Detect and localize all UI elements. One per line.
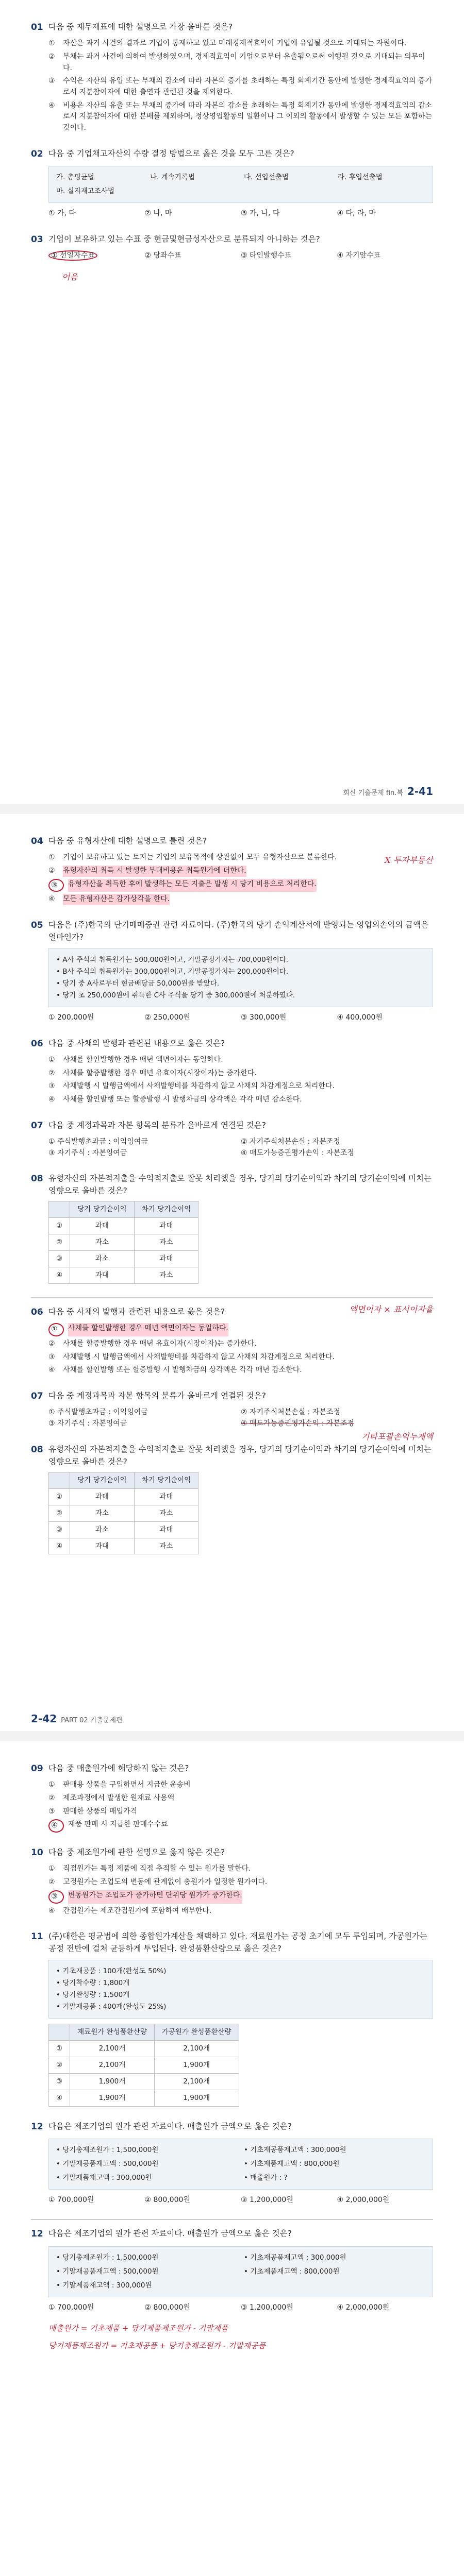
box-item: • 기말제품재고액 : 300,000원 <box>56 2281 152 2290</box>
table-header: 차기 당기순이익 <box>134 1472 198 1488</box>
answer-choices <box>48 1407 433 1429</box>
question-number: 12 <box>31 2229 43 2240</box>
table-cell: 과소 <box>70 1521 135 1538</box>
table-cell: ② <box>49 1505 70 1521</box>
section-divider <box>31 1297 433 1298</box>
box-item: • 기초제품재고액 : 800,000원 <box>244 2159 340 2168</box>
table-cell: 과소 <box>134 1505 198 1521</box>
option[interactable] <box>48 1793 433 1804</box>
choice[interactable]: ③ 1,200,000원 <box>241 2303 293 2312</box>
option-text: 기업이 보유하고 있는 토지는 기업의 보유목적에 상관없이 모두 유형자산으로 분류한다. <box>63 853 337 862</box>
table-cell: ① <box>49 2040 70 2057</box>
table-cell: ① <box>49 1218 70 1234</box>
table-cell: 과대 <box>70 1218 135 1234</box>
option-text: 사채발행 시 발행금액에서 사채발행비를 차감하지 않고 사채의 차감계정으로 처리한다. <box>63 1082 335 1091</box>
question-07 <box>31 1119 433 1159</box>
question-10 <box>31 1846 433 1917</box>
table-header: 당기 당기순이익 <box>70 1472 135 1488</box>
table-cell: 1,900개 <box>154 2090 239 2106</box>
option-text: 유형자산의 취득 시 발생한 부대비용은 취득원가에 더한다. <box>63 866 246 877</box>
option-number: ③ <box>48 1082 55 1091</box>
option-text: 사채를 할증발행한 경우 매년 유효이자(시장이자)는 증가한다. <box>63 1340 257 1348</box>
option[interactable] <box>48 1323 433 1336</box>
question-text: 다음 중 재무제표에 대한 설명으로 가장 올바른 것은? <box>48 22 233 31</box>
option[interactable] <box>48 1890 433 1904</box>
choice[interactable]: ① 700,000원 <box>48 2303 94 2312</box>
choice[interactable]: ③ 300,000원 <box>241 1013 287 1022</box>
table-cell: 과대 <box>134 1218 198 1234</box>
question-text: (주)대한은 평균법에 의한 종합원가계산을 채택하고 있다. 재료원가는 공정 초기에 모두 투입되며, 가공원가는 공정 전반에 걸쳐 균등하게 투입된다. 완성품환산량으로 옳은 것은? <box>48 1931 427 1954</box>
option-text: 판매한 상품의 매입가격 <box>63 1807 138 1816</box>
table-row[interactable] <box>49 1234 198 1251</box>
table-cell: 과소 <box>70 1234 135 1251</box>
question-06-annotated <box>31 1306 433 1376</box>
option-text: 제조과정에서 발생한 원재료 사용액 <box>63 1794 175 1803</box>
table-row[interactable] <box>49 2090 239 2106</box>
question-number: 07 <box>31 1120 43 1131</box>
page-footer <box>31 1713 123 1725</box>
answer-table <box>48 2024 239 2107</box>
table-cell: 1,900개 <box>70 2073 155 2090</box>
question-number: 01 <box>31 22 43 32</box>
circled-answer: ① 선일자수표 <box>48 250 97 261</box>
question-text: 다음 중 사채의 발행과 관련된 내용으로 옳은 것은? <box>48 1038 225 1048</box>
question-box <box>48 2139 433 2190</box>
option[interactable] <box>48 52 433 74</box>
page-footer <box>343 785 433 798</box>
answer-table <box>48 1201 198 1284</box>
option-number: ① <box>48 39 55 48</box>
box-item: • 당기착수량 : 1,800개 <box>56 1979 130 1988</box>
table-cell: 과소 <box>134 1267 198 1284</box>
choice[interactable]: ③ 타인발행수표 <box>241 251 292 260</box>
option-text: 직접원가는 특정 제품에 직접 추적할 수 있는 원가를 말한다. <box>63 1865 251 1873</box>
handwritten-note: 액면이자 × 표시이자율 <box>349 1304 433 1315</box>
table-cell: ④ <box>49 2090 70 2106</box>
box-item: • A사 주식의 취득원가는 500,000원이고, 기말공정가치는 700,000원이다. <box>56 956 289 964</box>
handwritten-note: X 투자부동산 <box>385 855 433 865</box>
question-text: 유형자산의 자본적지출을 수익적지출로 잘못 처리했을 경우, 당기의 당기순이익과 차기의 당기순이익에 미치는 영향으로 올바른 것은? <box>48 1444 432 1466</box>
question-number: 04 <box>31 836 43 846</box>
option[interactable] <box>48 1780 433 1791</box>
option-text: 간접원가는 제조간접원가에 포함하여 배부한다. <box>63 1906 212 1915</box>
table-header: 재료원가 완성품환산량 <box>70 2024 155 2040</box>
question-text: 기업이 보유하고 있는 수표 중 현금및현금성자산으로 분류되지 아니하는 것은? <box>48 234 320 244</box>
question-number: 06 <box>31 1038 43 1049</box>
option-number: ② <box>48 867 55 875</box>
option-number: ③ <box>48 1890 64 1904</box>
choice[interactable]: ② 800,000원 <box>144 2303 190 2312</box>
table-cell: 2,100개 <box>70 2040 155 2057</box>
table-cell: 과대 <box>70 1488 135 1505</box>
table-cell: 과대 <box>70 1538 135 1554</box>
question-text: 다음은 제조기업의 원가 관련 자료이다. 매출원가 금액으로 옳은 것은? <box>48 2121 292 2131</box>
choice[interactable]: ② 자기주식처분손실 : 자본조정 <box>241 1138 340 1146</box>
choice[interactable]: ① 주식발행초과금 : 이익잉여금 <box>48 1408 148 1417</box>
question-text: 다음 중 기업채고자산의 수량 결정 방법으로 옳은 것을 모두 고른 것은? <box>48 148 294 158</box>
question-07-annotated <box>31 1389 433 1442</box>
box-item: • 당기완성량 : 1,500개 <box>56 1991 130 1999</box>
table-header <box>49 2024 70 2040</box>
question-number: 03 <box>31 234 43 245</box>
question-text: 다음 중 계정과목과 자본 항목의 분류가 올바르게 연결된 것은? <box>48 1391 266 1401</box>
table-header: 가공원가 완성품환산량 <box>154 2024 239 2040</box>
table-row[interactable] <box>49 2057 239 2073</box>
choice[interactable]: ① 주식발행초과금 : 이익잉여금 <box>48 1138 148 1146</box>
option[interactable] <box>48 1863 433 1875</box>
question-number: 02 <box>31 148 43 159</box>
option[interactable] <box>48 1806 433 1818</box>
question-box <box>48 948 433 1007</box>
question-number: 09 <box>31 1764 43 1774</box>
choice[interactable]: ③ 자기주식 : 자본잉여금 <box>48 1148 127 1157</box>
answer-choices <box>48 208 433 219</box>
question-text: 다음 중 유형자산에 대한 설명으로 틀린 것은? <box>48 836 207 845</box>
choice[interactable]: ① 700,000원 <box>48 2195 94 2204</box>
question-01 <box>31 21 433 134</box>
option[interactable] <box>48 1338 433 1350</box>
table-cell: 과소 <box>70 1251 135 1267</box>
option-number: ② <box>48 1340 55 1348</box>
option-number: ② <box>48 1878 55 1887</box>
table-cell: 2,100개 <box>154 2073 239 2090</box>
option-text: 변동원가는 조업도가 증가하면 단위당 원가가 증가한다. <box>68 1890 242 1904</box>
option-number: ③ <box>48 77 55 86</box>
table-cell: 과대 <box>134 1251 198 1267</box>
choice[interactable]: ② 800,000원 <box>144 2195 190 2204</box>
table-cell: 과대 <box>134 1488 198 1505</box>
question-text: 다음 중 계정과목과 자본 항목의 분류가 올바르게 연결된 것은? <box>48 1120 266 1130</box>
option[interactable] <box>48 1094 433 1106</box>
question-12 <box>31 2120 433 2206</box>
option-text: 사채를 할증발행한 경우 매년 유효이자(시장이자)는 증가한다. <box>63 1069 257 1077</box>
question-09 <box>31 1762 433 1833</box>
option[interactable] <box>48 852 433 863</box>
option-number: ③ <box>48 1807 55 1816</box>
choice[interactable]: ② 나, 마 <box>144 209 172 218</box>
question-number: 12 <box>31 2121 43 2132</box>
question-text: 다음은 제조기업의 원가 관련 자료이다. 매출원가 금액으로 옳은 것은? <box>48 2229 292 2239</box>
table-cell: 과소 <box>134 1538 198 1554</box>
choice[interactable]: ④ 매도가능증권평가손익 : 자본조정 <box>241 1419 354 1428</box>
option-number: ④ <box>48 1095 55 1104</box>
box-item: • 기말재공품재고액 : 500,000원 <box>56 2267 159 2276</box>
question-08-annotated <box>31 1443 433 1555</box>
option-number: ② <box>48 1794 55 1803</box>
question-05 <box>31 919 433 1023</box>
table-row[interactable] <box>49 1505 198 1521</box>
option-number: ② <box>48 1069 55 1077</box>
question-03 <box>31 233 433 282</box>
option[interactable] <box>48 1055 433 1066</box>
answer-choices <box>48 250 433 262</box>
box-item: • 기초재공품재고액 : 300,000원 <box>244 2145 346 2154</box>
option[interactable] <box>48 1081 433 1092</box>
option[interactable] <box>48 1068 433 1079</box>
option[interactable] <box>48 76 433 98</box>
table-cell: ④ <box>49 1267 70 1284</box>
choice[interactable]: ④ 매도가능증권평가손익 : 자본조정 <box>241 1148 354 1157</box>
handwritten-note: 매출원가 = 기초제품 + 당기제품제조원가 - 기말제품 <box>48 2324 228 2333</box>
option-number: ① <box>48 1781 55 1789</box>
box-item: • 기초재공품 : 100개(완성도 50%) <box>56 1967 167 1976</box>
question-08 <box>31 1172 433 1284</box>
option-number: ① <box>48 1055 55 1064</box>
box-item: 마. 실지재고조사법 <box>56 187 114 196</box>
box-item: • 기말재공품 : 400개(완성도 25%) <box>56 2003 167 2011</box>
answer-choices <box>48 1012 433 1024</box>
page-3 <box>0 1741 464 2576</box>
box-item: • 당기총제조원가 : 1,500,000원 <box>56 2253 159 2262</box>
option-text: 사채를 할인발행한 경우 매년 액면이자는 동일하다. <box>68 1323 228 1336</box>
choice[interactable]: ① 가, 다 <box>48 209 76 218</box>
choice[interactable]: ④ 400,000원 <box>337 1013 383 1022</box>
table-row[interactable] <box>49 1251 198 1267</box>
table-row[interactable] <box>49 1267 198 1284</box>
section-divider <box>31 2219 433 2220</box>
question-06 <box>31 1037 433 1106</box>
handwritten-note: 당기제품제조원가 = 기초재공품 + 당기총제조원가 - 기말재공품 <box>48 2341 266 2350</box>
option-text: 사채발행 시 발행금액에서 사채발행비를 차감하지 않고 사채의 차감계정으로 처리한다. <box>63 1352 335 1361</box>
answer-choices <box>48 2195 433 2206</box>
table-cell: ③ <box>49 1521 70 1538</box>
question-text: 다음 중 사채의 발행과 관련된 내용으로 옳은 것은? <box>48 1307 225 1317</box>
option-text: 비용은 자산의 유출 또는 부채의 증가에 따라 자본의 감소를 초래하는 특정 회계기간 동안에 발생한 경제적효익의 감소로서 지분참여자에 대한 분배를 제외하며, 정상영업활동의 일환이나 그 이외의 활동에서 발생할 수 있는 모든 포함하는 것이다. <box>63 101 432 132</box>
option-text: 고정원가는 조업도의 변동에 관계없이 총원가가 일정한 원가이다. <box>63 1878 268 1887</box>
choice[interactable]: ③ 1,200,000원 <box>241 2195 293 2204</box>
question-number: 11 <box>31 1931 43 1942</box>
choice[interactable]: ③ 자기주식 : 자본잉여금 <box>48 1419 127 1428</box>
question-text: 다음 중 제조원가에 관한 설명으로 옳지 않은 것은? <box>48 1848 225 1857</box>
table-cell: 과소 <box>70 1505 135 1521</box>
box-item: • B사 주식의 취득원가는 300,000원이고, 기말공정가치는 200,000원이다. <box>56 968 289 976</box>
question-number: 05 <box>31 920 43 931</box>
table-header <box>49 1201 70 1218</box>
option[interactable] <box>48 1819 433 1833</box>
box-item: 나. 계속기록법 <box>150 173 195 182</box>
option-text: 사채를 할인발행한 경우 매년 액면이자는 동일하다. <box>63 1055 223 1064</box>
choice[interactable]: ④ 다, 라, 마 <box>337 209 376 218</box>
box-item: • 당기 초 250,000원에 취득한 C사 주식을 당기 중 300,000원에 처분하였다. <box>56 991 295 999</box>
option[interactable] <box>48 100 433 134</box>
option-number: ① <box>48 1323 64 1336</box>
box-item: 다. 선입선출법 <box>244 173 289 182</box>
table-cell: 과대 <box>70 1267 135 1284</box>
option[interactable] <box>48 879 433 892</box>
box-item: • 당기총제조원가 : 1,500,000원 <box>56 2145 159 2154</box>
question-text: 유형자산의 자본적지출을 수익적지출로 잘못 처리했을 경우, 당기의 당기순이익과 차기의 당기순이익에 미치는 영향으로 올바른 것은? <box>48 1174 432 1196</box>
table-row[interactable] <box>49 2073 239 2090</box>
question-box <box>48 1960 433 2019</box>
page-number: 2-41 <box>407 785 433 798</box>
table-cell: ③ <box>49 2073 70 2090</box>
option[interactable] <box>48 1365 433 1376</box>
option-number: ③ <box>48 1352 55 1361</box>
table-header: 당기 당기순이익 <box>70 1201 135 1218</box>
option-text: 모든 유형자산은 감가상각을 한다. <box>63 894 170 905</box>
box-item: • 기말재공품재고액 : 500,000원 <box>56 2159 159 2168</box>
question-text: 다음 중 매출원가에 해당하지 않는 것은? <box>48 1764 189 1773</box>
choice[interactable]: ② 당좌수표 <box>144 251 181 260</box>
table-cell: 과대 <box>134 1521 198 1538</box>
table-cell: 2,100개 <box>70 2057 155 2073</box>
choice[interactable]: ④ 자기앞수표 <box>337 251 381 260</box>
choice[interactable]: ④ 2,000,000원 <box>337 2195 390 2204</box>
option-number: ④ <box>48 101 55 110</box>
option-text: 수익은 자산의 유입 또는 부채의 감소에 따라 자본의 증가를 초래하는 특정 회계기간 동안에 발생한 경제적효익의 증가로서 지분참여자에 대한 출연과 관련된 것을 제외한다. <box>63 77 432 97</box>
option[interactable] <box>48 866 433 877</box>
box-item: 가. 총평균법 <box>56 173 94 182</box>
question-12-annotated <box>31 2227 433 2351</box>
question-number: 07 <box>31 1391 43 1402</box>
option-number: ④ <box>48 1366 55 1375</box>
choice[interactable]: ② 자기주식처분손실 : 자본조정 <box>241 1408 340 1417</box>
table-cell: 1,900개 <box>154 2057 239 2073</box>
table-row[interactable] <box>49 2040 239 2057</box>
table-cell: 과소 <box>134 1234 198 1251</box>
question-number: 08 <box>31 1174 43 1184</box>
question-11 <box>31 1930 433 2106</box>
box-item: • 기초재공품재고액 : 300,000원 <box>244 2253 346 2262</box>
question-04 <box>31 835 433 905</box>
box-item: 라. 후입선출법 <box>338 173 383 182</box>
option[interactable] <box>48 894 433 905</box>
table-header: 차기 당기순이익 <box>134 1201 198 1218</box>
choice[interactable] <box>48 250 145 262</box>
option-text: 사채를 할인발행 또는 할증발행 시 발행차금의 상각액은 각각 매년 감소한다. <box>63 1366 302 1375</box>
choice[interactable]: ③ 가, 나, 다 <box>241 209 280 218</box>
page-number: 2-42 <box>31 1713 57 1725</box>
table-cell: ④ <box>49 1538 70 1554</box>
table-row[interactable] <box>49 1218 198 1234</box>
table-cell: ② <box>49 2057 70 2073</box>
table-cell: 1,900개 <box>70 2090 155 2106</box>
table-cell: ③ <box>49 1251 70 1267</box>
option-number: ④ <box>48 1906 55 1915</box>
choice[interactable]: ① 200,000원 <box>48 1013 94 1022</box>
box-item: • 기말제품재고액 : 300,000원 <box>56 2173 152 2182</box>
option-text: 자산은 과거 사건의 결과로 기업이 통제하고 있고 미래경제적효익이 기업에 유입될 것으로 기대되는 자원이다. <box>63 39 407 48</box>
table-cell: ① <box>49 1488 70 1505</box>
box-item: • 매출원가 : ? <box>244 2173 288 2182</box>
question-number: 08 <box>31 1444 43 1455</box>
table-row[interactable] <box>49 1538 198 1554</box>
option[interactable] <box>48 1352 433 1363</box>
option-number: ① <box>48 1865 55 1873</box>
footer-label: PART 02 기출문제편 <box>61 1717 123 1724</box>
option-number: ④ <box>48 1819 64 1833</box>
answer-choices <box>48 1137 433 1159</box>
option-text: 제품 판매 시 지급한 판매수수료 <box>68 1820 168 1829</box>
answer-table <box>48 1472 198 1555</box>
box-item: • 당기 중 A사로부터 현금배당금 50,000원을 받았다. <box>56 979 220 988</box>
table-header <box>49 1472 70 1488</box>
footer-label: 회신 기출문제 fin.복 <box>343 789 403 797</box>
answer-choices <box>48 2302 433 2314</box>
question-text: 다음은 (주)한국의 단기매매증권 관련 자료이다. (주)한국의 당기 손익계산서에 반영되는 영업외손익의 금액은 얼마인가? <box>48 920 429 942</box>
question-box <box>48 166 433 203</box>
handwritten-note: 어음 <box>62 272 78 282</box>
option-text: 유형자산을 취득한 후에 발생하는 모든 지출은 발생 시 당기 비용으로 처리한다. <box>68 879 317 892</box>
option-text: 사채를 할인발행 또는 할증발행 시 발행차금의 상각액은 각각 매년 감소한다. <box>63 1095 302 1104</box>
option-number: ① <box>48 853 55 862</box>
table-cell: ② <box>49 1234 70 1251</box>
question-02 <box>31 147 433 219</box>
question-box <box>48 2246 433 2297</box>
table-row[interactable] <box>49 1488 198 1505</box>
option[interactable] <box>48 1906 433 1917</box>
option[interactable] <box>48 1877 433 1888</box>
option-number: ④ <box>48 895 55 904</box>
option[interactable] <box>48 38 433 49</box>
option-number: ③ <box>48 879 64 892</box>
question-number: 10 <box>31 1848 43 1858</box>
option-text: 부채는 과거 사건에 의하여 발생하였으며, 경제적효익이 기업으로부터 유출됨으로써 이행될 것으로 기대되는 의무이다. <box>63 53 425 72</box>
page-2 <box>0 814 464 1731</box>
table-row[interactable] <box>49 1521 198 1538</box>
question-number: 06 <box>31 1307 43 1318</box>
option-number: ② <box>48 53 55 61</box>
option-text: 판매용 상품을 구입하면서 지급한 운송비 <box>63 1781 191 1789</box>
handwritten-note: 기타포괄손익누계액 <box>361 1432 433 1442</box>
choice[interactable]: ④ 2,000,000원 <box>337 2303 390 2312</box>
box-item: • 기초제품재고액 : 800,000원 <box>244 2267 340 2276</box>
table-cell: 2,100개 <box>154 2040 239 2057</box>
page-1 <box>0 0 464 804</box>
choice[interactable]: ② 250,000원 <box>144 1013 190 1022</box>
